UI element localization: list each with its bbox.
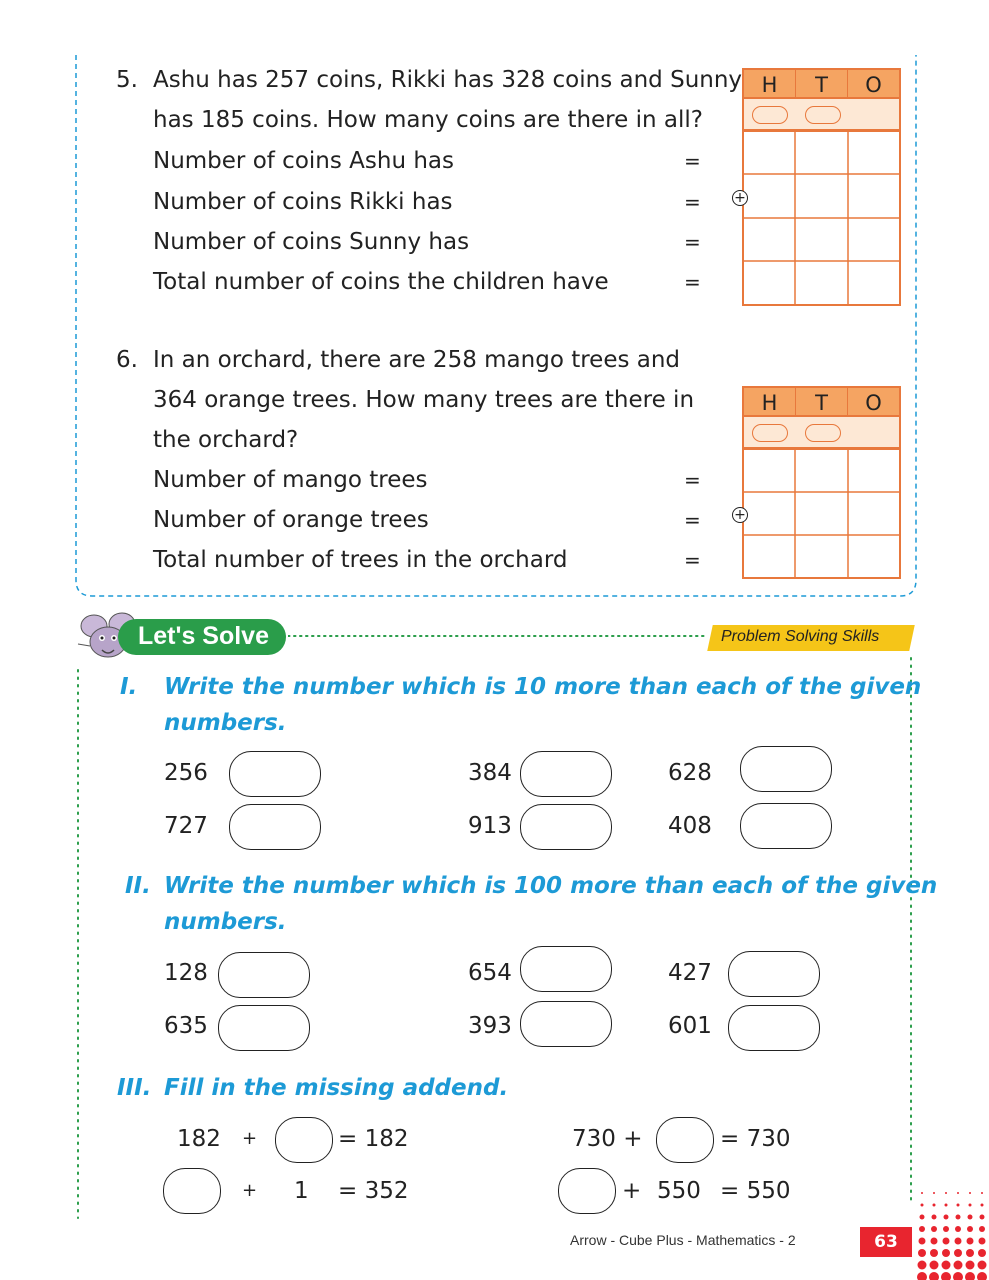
section-1-line-1: Write the number which is 10 more than each of the given [164,674,922,700]
eq3-addend: 1 [294,1178,309,1204]
page-number: 63 [874,1232,898,1252]
q6-row-label: Number of mango trees [153,467,428,493]
given-number: 601 [668,1013,712,1039]
answer-box[interactable] [728,951,820,997]
section-2-line-2: numbers. [164,909,287,935]
q5-row-label: Number of coins Ashu has [153,148,454,174]
q6-number: 6. [116,347,138,373]
given-number: 635 [164,1013,208,1039]
q6-row-label: Total number of trees in the orchard [153,547,568,573]
hto-o: O [865,391,882,415]
lets-solve-title: Let's Solve [138,622,269,650]
answer-box[interactable] [218,1005,310,1051]
footer-book-title: Arrow - Cube Plus - Mathematics - 2 [570,1232,796,1248]
plus-icon: + [732,507,748,523]
eq4-addend: 550 [657,1178,701,1204]
hto-header [742,68,901,99]
equals-sign: = [684,270,701,294]
q5-line-1: Ashu has 257 coins, Rikki has 328 coins and Sunny [153,67,743,93]
plus-icon: + [732,190,748,206]
decorative-dots [912,1185,989,1280]
eq3-plus: + [242,1180,258,1201]
section-2-numeral: II. [125,873,151,899]
hto-o: O [865,73,882,97]
section-3-line-1: Fill in the missing addend. [164,1075,509,1101]
eq4-plus: + [622,1178,642,1204]
hto-h: H [744,388,796,415]
eq3-result: = 352 [338,1178,409,1204]
bottom-frame [0,640,989,1220]
eq1-plus: + [242,1128,258,1149]
given-number: 913 [468,813,512,839]
answer-box[interactable] [520,946,612,992]
carry-box[interactable] [805,106,841,124]
given-number: 654 [468,960,512,986]
section-1-line-2: numbers. [164,710,287,736]
hto-t: T [796,70,848,97]
banner-dotted-line [288,633,708,639]
equals-sign: = [684,508,701,532]
carry-box[interactable] [752,106,788,124]
answer-box[interactable] [740,803,832,849]
given-number: 128 [164,960,208,986]
given-number: 256 [164,760,208,786]
missing-addend-box[interactable] [163,1168,221,1214]
skill-tag-label: Problem Solving Skills [721,628,880,645]
eq1-addend: 182 [177,1126,221,1152]
answer-box[interactable] [229,804,321,850]
missing-addend-box[interactable] [558,1168,616,1214]
section-3-numeral: III. [117,1075,152,1101]
equals-sign: = [684,149,701,173]
q5-line-2: has 185 coins. How many coins are there in all? [153,107,703,133]
given-number: 393 [468,1013,512,1039]
q5-row-label: Number of coins Sunny has [153,229,470,255]
equals-sign: = [684,468,701,492]
answer-box[interactable] [520,751,612,797]
given-number: 427 [668,960,712,986]
hto-header [742,386,901,417]
missing-addend-box[interactable] [656,1117,714,1163]
q6-line-1: In an orchard, there are 258 mango trees and [153,347,681,373]
page-number-badge [860,1227,912,1257]
q6-line-2: 364 orange trees. How many trees are there in [153,387,695,413]
answer-box[interactable] [740,746,832,792]
hto-h: H [744,70,796,97]
answer-box[interactable] [728,1005,820,1051]
equals-sign: = [684,190,701,214]
eq2-result: = 730 [720,1126,791,1152]
hto-t: T [796,388,848,415]
equals-sign: = [684,230,701,254]
section-1-numeral: I. [120,674,138,700]
equals-sign: = [684,548,701,572]
q5-number: 5. [116,67,138,93]
carry-box[interactable] [805,424,841,442]
hto-grid[interactable] [742,131,901,306]
missing-addend-box[interactable] [275,1117,333,1163]
given-number: 727 [164,813,208,839]
eq2-addend: 730 + [572,1126,643,1152]
q5-row-label: Number of coins Rikki has [153,189,453,215]
answer-box[interactable] [218,952,310,998]
q6-row-label: Number of orange trees [153,507,429,533]
q5-row-label: Total number of coins the children have [153,269,609,295]
given-number: 408 [668,813,712,839]
hto-grid[interactable] [742,449,901,579]
answer-box[interactable] [520,1001,612,1047]
eq1-result: = 182 [338,1126,409,1152]
given-number: 384 [468,760,512,786]
eq4-result: = 550 [720,1178,791,1204]
q6-line-3: the orchard? [153,427,299,453]
answer-box[interactable] [229,751,321,797]
answer-box[interactable] [520,804,612,850]
given-number: 628 [668,760,712,786]
carry-box[interactable] [752,424,788,442]
section-2-line-1: Write the number which is 100 more than each of the given [164,873,938,899]
